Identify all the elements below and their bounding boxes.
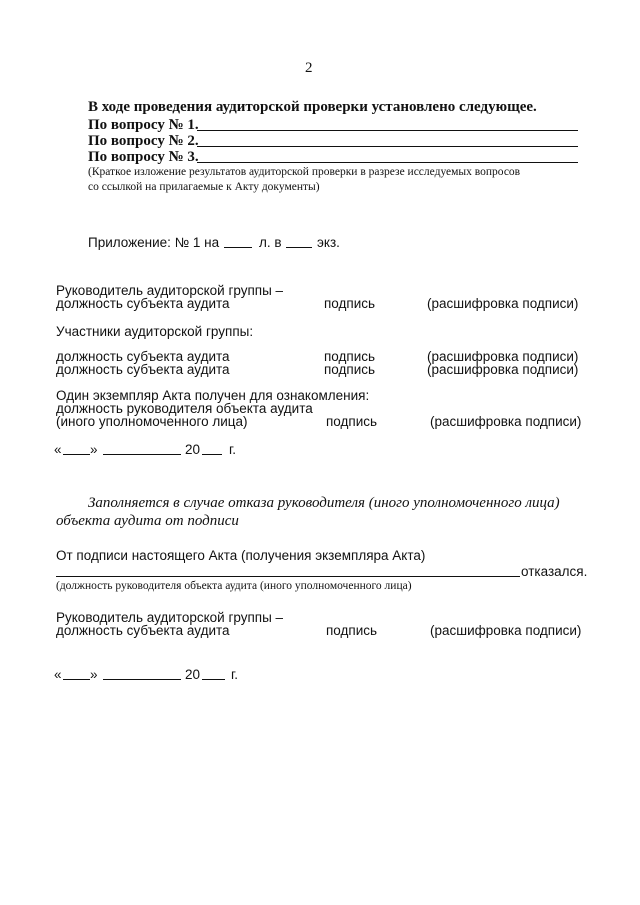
participant-2-position: должность субъекта аудита [56,362,230,377]
question-3-label: По вопросу № 3. [88,149,199,165]
date-2-year-blank [202,679,225,680]
refusal-position-line [56,576,520,577]
leader-position: должность субъекта аудита [56,296,230,311]
question-1-label: По вопросу № 1. [88,117,199,133]
page-number: 2 [305,60,313,76]
participant-1-signature: подпись [324,349,376,364]
participant-1-position: должность субъекта аудита [56,349,230,364]
refusal-note-line-2: объекта аудита от подписи [56,513,239,529]
participant-1-decoding: (расшифровка подписи) [427,349,579,364]
copy-received-title: Один экземпляр Акта получен для ознакомления: [56,388,370,403]
findings-note-line-2: со ссылкой на прилагаемые к Акту документы) [88,181,320,193]
appendix-sheets-blank [224,247,252,248]
refusal-statement: От подписи настоящего Акта (получения экземпляра Акта) [56,548,426,563]
appendix-copies-blank [286,247,312,248]
refusal-refused: отказался. [521,564,588,579]
appendix-copies-unit: экз. [317,235,340,250]
date-1-day-blank [63,454,90,455]
refusal-caption: (должность руководителя объекта аудита (иного уполномоченного лица) [56,580,412,592]
date-2-open-quote: « [54,667,62,682]
refusal-note-line-1: Заполняется в случае отказа руководителя (иного уполномоченного лица) [88,495,560,511]
date-2-year-prefix: 20 [185,667,201,682]
findings-heading: В ходе проведения аудиторской проверки установлено следующее. [88,99,537,115]
refusal-leader-position: должность субъекта аудита [56,623,230,638]
date-1-close-quote: » [90,442,98,457]
refusal-leader-title: Руководитель аудиторской группы – [56,610,284,625]
participant-2-signature: подпись [324,362,376,377]
participants-title: Участники аудиторской группы: [56,324,254,339]
question-2-label: По вопросу № 2. [88,133,199,149]
date-2-month-blank [103,679,181,680]
date-1-year-suffix: г. [229,442,237,457]
refusal-leader-signature: подпись [326,623,378,638]
appendix-sheets-unit: л. в [259,235,282,250]
object-head-signature: подпись [326,414,378,429]
leader-signature: подпись [324,296,376,311]
leader-decoding: (расшифровка подписи) [427,296,579,311]
object-head-position: должность руководителя объекта аудита [56,401,313,416]
date-1-month-blank [103,454,181,455]
question-1-line [197,130,578,131]
question-2-line [197,146,578,147]
appendix-prefix: Приложение: № 1 на [88,235,220,250]
date-1-open-quote: « [54,442,62,457]
participant-2-decoding: (расшифровка подписи) [427,362,579,377]
date-2-year-suffix: г. [231,667,239,682]
authorized-person: (иного уполномоченного лица) [56,414,248,429]
date-2-day-blank [63,679,90,680]
date-1-year-prefix: 20 [185,442,201,457]
date-1-year-blank [202,454,222,455]
date-2-close-quote: » [90,667,98,682]
findings-note-line-1: (Краткое изложение результатов аудиторской проверки в разрезе исследуемых вопросов [88,166,521,178]
refusal-leader-decoding: (расшифровка подписи) [430,623,582,638]
question-3-line [197,162,578,163]
leader-title: Руководитель аудиторской группы – [56,283,284,298]
object-head-decoding: (расшифровка подписи) [430,414,582,429]
